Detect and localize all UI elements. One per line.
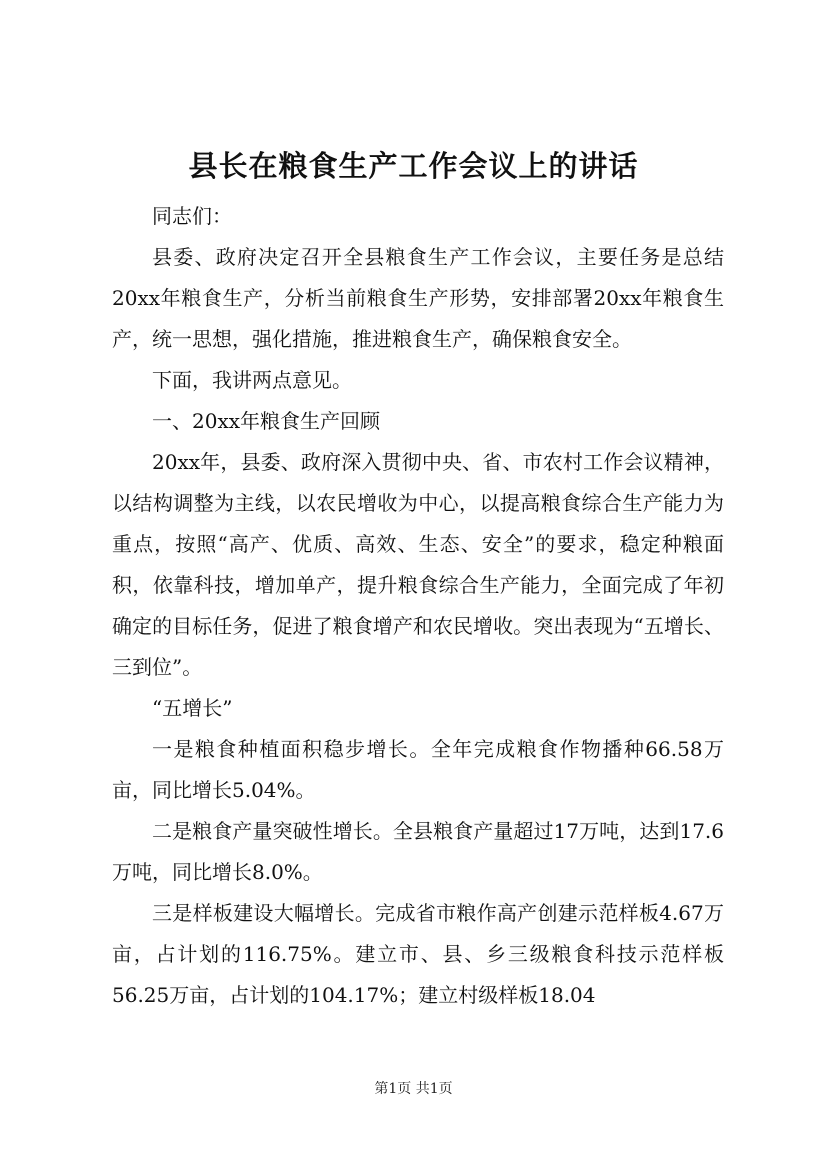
section-heading: 一、20xx年粮食生产回顾 [152,409,381,433]
paragraph: 下面，我讲两点意见。 [152,368,352,392]
document-body [112,196,724,1016]
paragraph: 县委、政府决定召开全县粮食生产工作会议，主要任务是总结20xx年粮食生产，分析当前粮食生产形势，安排部署20xx年粮食生产，统一思想，强化措施，推进粮食生产，确保粮食安全。 [112,245,724,351]
document-title: 县长在粮食生产工作会议上的讲话 [188,149,639,183]
paragraph: 三是样板建设大幅增长。完成省市粮作高产创建示范样板4.67万亩，占计划的116.75%。建立市、县、乡三级粮食科技示范样板56.25万亩，占计划的104.17%；建立村级样板18.04 [112,901,724,1007]
paragraph: 二是粮食产量突破性增长。全县粮食产量超过17万吨，达到17.6万吨，同比增长8.0%。 [112,819,724,884]
paragraph: 一是粮食种植面积稳步增长。全年完成粮食作物播种66.58万亩，同比增长5.04%。 [112,737,724,802]
paragraph: 同志们： [152,204,232,228]
page-footer: 第1页 共1页 [374,1081,453,1097]
subsection-heading: “五增长” [152,696,233,720]
paragraph: 20xx年，县委、政府深入贯彻中央、省、市农村工作会议精神，以结构调整为主线，以农民增收为中心，以提高粮食综合生产能力为重点，按照“高产、优质、高效、生态、安全”的要求，稳定种粮面积，依靠科技，增加单产，提升粮食综合生产能力，全面完成了年初确定的目标任务，促进了粮食增产和农民增收。突出表现为“五增长、三到位”。 [112,450,724,679]
